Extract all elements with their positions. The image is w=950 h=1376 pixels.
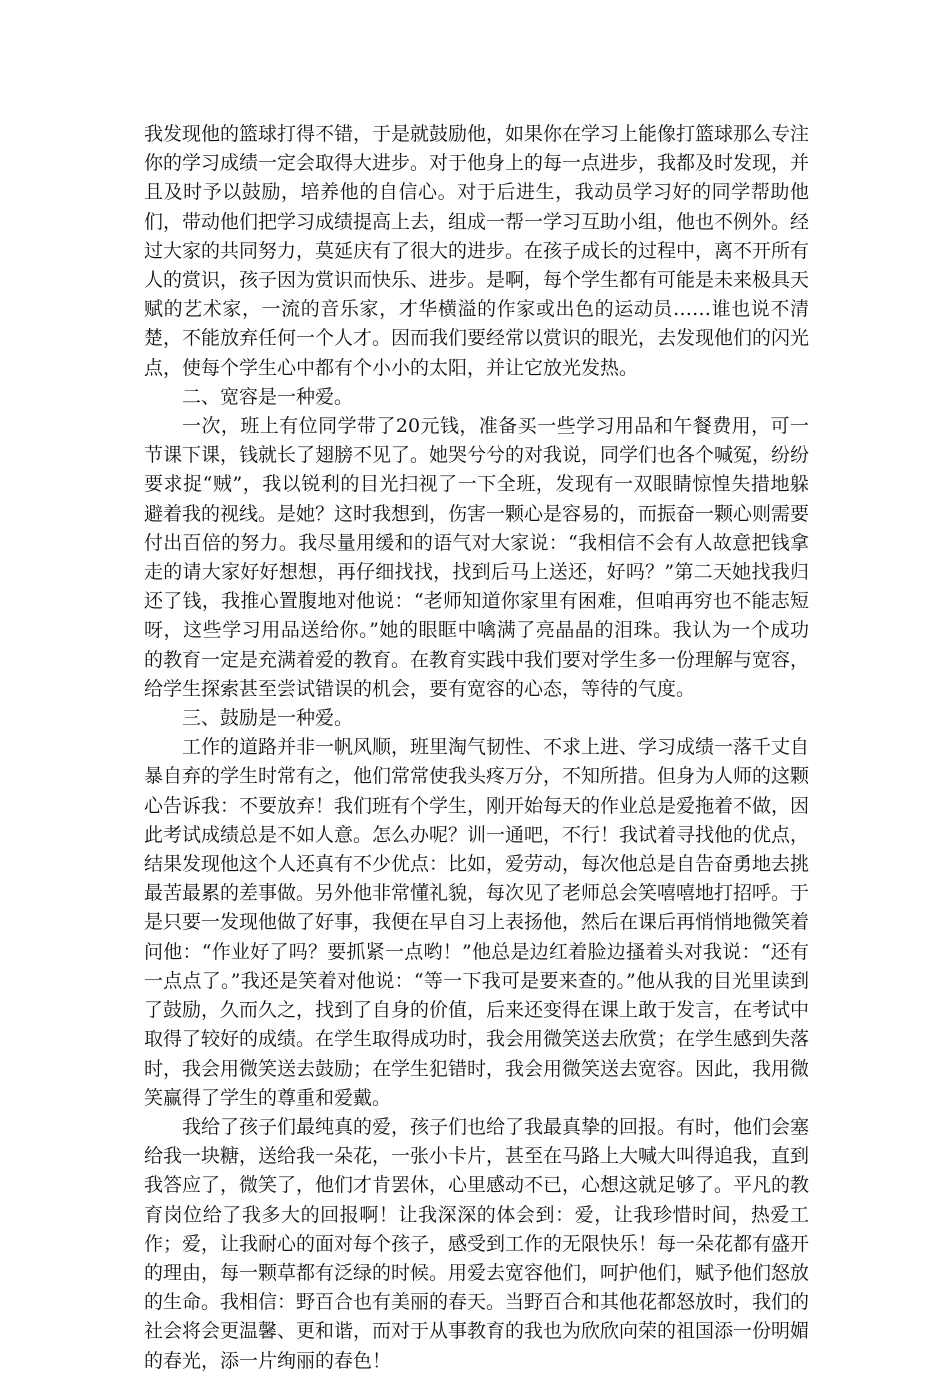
- section-heading-tolerance: 二、宽容是一种爱。: [182, 385, 354, 408]
- paragraph-tolerance-story: 一次，班上有位同学带了20元钱，准备买一些学习用品和午餐费用，可一节课下课，钱就长了翅膀不见了。她哭兮兮的对我说，同学们也各个喊冤，纷纷要求捉“贼”，我以锐利的目光扫视了一下全班，发现有一双眼睛惊惶失措地躲避着我的视线。是她？这时我想到，伤害一颗心是容易的，而振奋一颗心则需要付出百倍的努力。我尽量用缓和的语气对大家说：“我相信不会有人故意把钱拿走的请大家好好想想，再仔细找找，找到后马上送还，好吗？”第二天她找我归还了钱，我推心置腹地对他说：“老师知道你家里有困难，但咱再穷也不能志短呀，这些学习用品送给你。”她的眼眶中噙满了亮晶晶的泪珠。我认为一个成功的教育一定是充满着爱的教育。在教育实践中我们要对学生多一份理解与宽容，给学生探索甚至尝试错误的机会，要有宽容的心态，等待的气度。: [144, 415, 810, 700]
- document-body: [144, 120, 809, 1376]
- section-heading-encouragement: 三、鼓励是一种爱。: [182, 707, 354, 730]
- paragraph-encouragement-story: 工作的道路并非一帆风顺，班里淘气韧性、不求上进、学习成绩一落千丈自暴自弃的学生时常有之，他们常常使我头疼万分，不知所措。但身为人师的这颗心告诉我：不要放弃！我们班有个学生，刚开始每天的作业总是爱拖着不做，因此考试成绩总是不如人意。怎么办呢？训一通吧，不行！我试着寻找他的优点，结果发现他这个人还真有不少优点：比如，爱劳动，每次他总是自告奋勇地去挑最苦最累的差事做。另外他非常懂礼貌，每次见了老师总会笑嘻嘻地打招呼。于是只要一发现他做了好事，我便在早自习上表扬他，然后在课后再悄悄地微笑着问他：“作业好了吗？要抓紧一点哟！”他总是边红着脸边搔着头对我说：“还有一点点了。”我还是笑着对他说：“等一下我可是要来查的。”他从我的目光里读到了鼓励，久而久之，找到了自身的价值，后来还变得在课上敢于发言，在考试中取得了较好的成绩。在学生取得成功时，我会用微笑送去欣赏；在学生感到失落时，我会用微笑送去鼓励；在学生犯错时，我会用微笑送去宽容。因此，我用微笑赢得了学生的尊重和爱戴。: [144, 736, 810, 1109]
- paragraph-encouragement-basketball: 我发现他的篮球打得不错，于是就鼓励他，如果你在学习上能像打篮球那么专注你的学习成绩一定会取得大进步。对于他身上的每一点进步，我都及时发现，并且及时予以鼓励，培养他的自信心。对于后进生，我动员学习好的同学帮助他们，带动他们把学习成绩提高上去，组成一帮一学习互助小组，他也不例外。经过大家的共同努力，莫延庆有了很大的进步。在孩子成长的过程中，离不开所有人的赏识，孩子因为赏识而快乐、进步。是啊，每个学生都有可能是未来极具天赋的艺术家，一流的音乐家，才华横溢的作家或出色的运动员……谁也说不清楚，不能放弃任何一个人才。因而我们要经常以赏识的眼光，去发现他们的闪光点，使每个学生心中都有个小小的太阳，并让它放光发热。: [144, 123, 810, 379]
- paragraph-conclusion: 我给了孩子们最纯真的爱，孩子们也给了我最真挚的回报。有时，他们会塞给我一块糖，送给我一朵花，一张小卡片，甚至在马路上大喊大叫得追我，直到我答应了，微笑了，他们才肯罢休，心里感动不已，心想这就足够了。平凡的教育岗位给了我多大的回报啊！让我深深的体会到：爱，让我珍惜时间，热爱工作；爱，让我耐心的面对每个孩子，感受到工作的无限快乐！每一朵花都有盛开的理由，每一颗草都有泛绿的时候。用爱去宽容他们，呵护他们，赋予他们怒放的生命。我相信：野百合也有美丽的春天。当野百合和其他花都怒放时，我们的社会将会更温馨、更和谐，而对于从事教育的我也为欣欣向荣的祖国添一份明媚的春光，添一片绚丽的春色！: [144, 1115, 810, 1372]
